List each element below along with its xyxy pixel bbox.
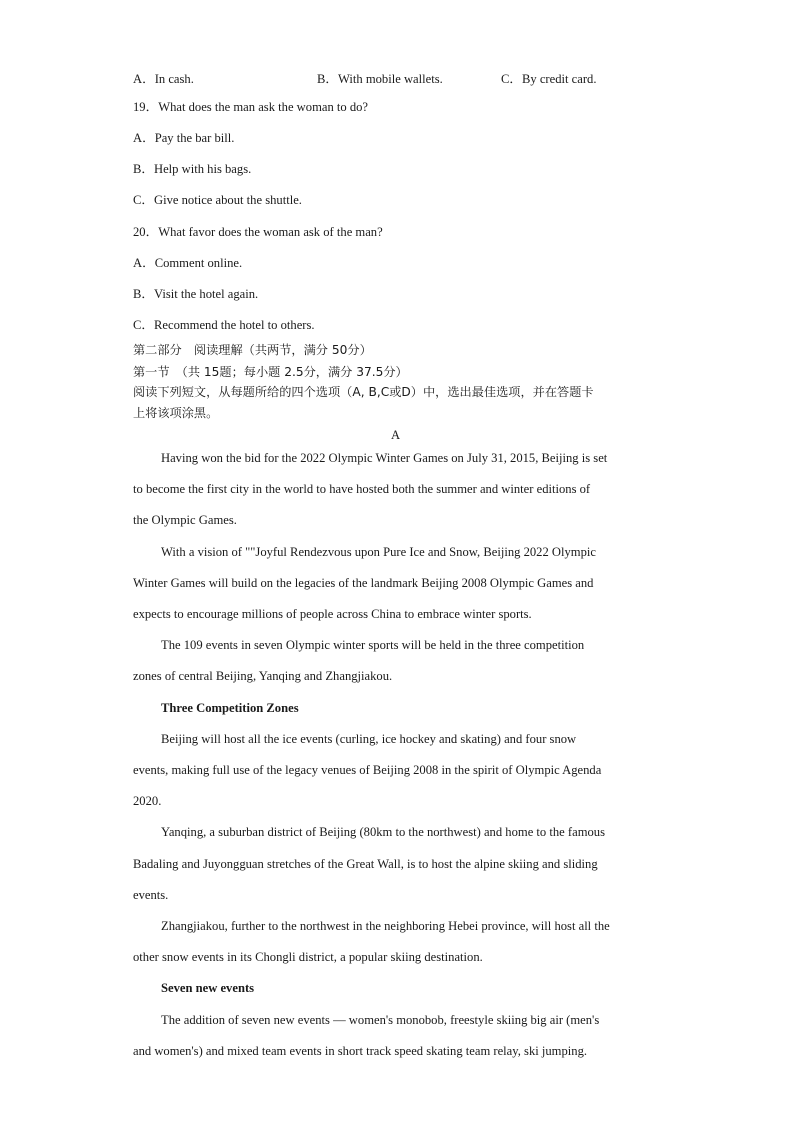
q18-option-c: C．By credit card.: [501, 72, 597, 86]
instruction-line-2: 上将该项涂黑。: [133, 406, 219, 420]
paragraph-4-line-3: 2020.: [133, 794, 162, 808]
paragraph-5-line-1: Yanqing, a suburban district of Beijing (80km to the northwest) and home to the famous: [161, 825, 605, 839]
instruction-line-1: 阅读下列短文，从每题所给的四个选项（A, B,C或D）中，选出最佳选项，并在答题卡: [133, 385, 594, 399]
paragraph-5-line-3: events.: [133, 888, 169, 902]
q19-option-a: A．Pay the bar bill.: [133, 131, 235, 145]
paragraph-3-line-2: zones of central Beijing, Yanqing and Zhangjiakou.: [133, 669, 393, 683]
heading-new-events: Seven new events: [161, 981, 255, 995]
q18-options: [133, 68, 653, 84]
paragraph-1-line-2: to become the first city in the world to have hosted both the summer and winter editions of: [133, 482, 591, 496]
heading-competition-zones: Three Competition Zones: [161, 701, 299, 715]
paragraph-3-line-1: The 109 events in seven Olympic winter sports will be held in the three competition: [161, 638, 585, 652]
q19-question: 19．What does the man ask the woman to do?: [133, 100, 369, 114]
q18-option-b: B．With mobile wallets.: [317, 72, 443, 86]
paragraph-2-line-1: With a vision of ""Joyful Rendezvous upon Pure Ice and Snow, Beijing 2022 Olympic: [161, 545, 596, 559]
passage-label: A: [391, 428, 401, 442]
paragraph-1-line-1: Having won the bid for the 2022 Olympic Winter Games on July 31, 2015, Beijing is set: [161, 451, 608, 465]
q20-option-c: C．Recommend the hotel to others.: [133, 318, 315, 332]
paragraph-4-line-2: events, making full use of the legacy venues of Beijing 2008 in the spirit of Olympic Agenda: [133, 763, 602, 777]
subsection-title: 第一节 （共 15题；每小题 2.5分，满分 37.5分）: [133, 365, 408, 379]
part-title: 第二部分 阅读理解（共两节，满分 50分）: [133, 343, 372, 357]
q20-option-b: B．Visit the hotel again.: [133, 287, 259, 301]
paragraph-6-line-1: Zhangjiakou, further to the northwest in the neighboring Hebei province, will host all the: [161, 919, 610, 933]
paragraph-5-line-2: Badaling and Juyongguan stretches of the Great Wall, is to host the alpine skiing and sliding: [133, 857, 598, 871]
q19-option-c: C．Give notice about the shuttle.: [133, 193, 302, 207]
q20-option-a: A．Comment online.: [133, 256, 243, 270]
paragraph-2-line-2: Winter Games will build on the legacies of the landmark Beijing 2008 Olympic Games and: [133, 576, 594, 590]
paragraph-4-line-1: Beijing will host all the ice events (curling, ice hockey and skating) and four snow: [161, 732, 577, 746]
paragraph-2-line-3: expects to encourage millions of people across China to embrace winter sports.: [133, 607, 532, 621]
q19-option-b: B．Help with his bags.: [133, 162, 252, 176]
paragraph-6-line-2: other snow events in its Chongli district, a popular skiing destination.: [133, 950, 483, 964]
paragraph-7-line-2: and women's) and mixed team events in short track speed skating team relay, ski jumping.: [133, 1044, 588, 1058]
q20-question: 20．What favor does the woman ask of the man?: [133, 225, 383, 239]
paragraph-1-line-3: the Olympic Games.: [133, 513, 237, 527]
q18-option-a: A．In cash.: [133, 72, 194, 86]
paragraph-7-line-1: The addition of seven new events — women's monobob, freestyle skiing big air (men's: [161, 1013, 600, 1027]
